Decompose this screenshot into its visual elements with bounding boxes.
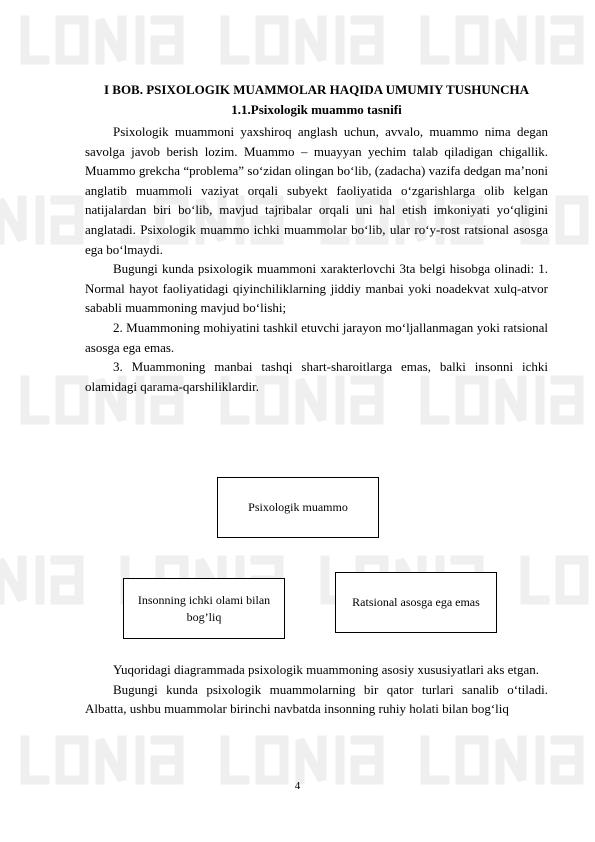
diagram-box-label: Psixologik muammo [248,500,348,514]
paragraph: Bugungi kunda psixologik muammolarning bir qator turlari sanalib o‘tiladi. Albatta, ushbu muammolar birinchi navbatda insonning ruhiy holati bilan bog‘liq [85,681,548,717]
diagram-box-label: Ratsional asosga ega emas [352,595,480,609]
paragraph: Psixologik muammoni yaxshiroq anglash uchun, avvalo, muammo nima degan savolga javob berish lozim. Muammo – muayyan yechim talab qiladigan chigallik. Muammo grekcha “problema” so‘zidan olingan bo‘lib, (zadacha) vazifa dedgan ma’noni anglatib muammoli vaziyat orqali subyekt faoliyatida o‘zgarishlarga olib kelgan natijalardan biri bo‘lib, mavjud tajribalar orqali uni hal etish imkoniyati yo‘qligini anglatadi. Psixologik muammo ichki muammolar bo‘lib, ular ro‘y-rost ratsional asosga ega bo‘lmaydi. [85,124,548,257]
paragraph: 2. Muammoning mohiyatini tashkil etuvchi jarayon mo‘ljallanmagan yoki ratsional asosga ega emas. [85,319,548,355]
diagram-box-ratsional [335,572,497,633]
body-text-bottom [85,660,548,719]
paragraph: Yuqoridagi diagrammada psixologik muammoning asosiy xususiyatlari aks etgan. [113,662,540,677]
paragraph: 3. Muammoning manbai tashqi shart-sharoitlarga emas, balki insonni ichki olamidagi qarama-qarshiliklardir. [85,359,548,394]
paragraph: Bugungi kunda psixologik muammoni xarakterlovchi 3ta belgi hisobga olinadi: 1. Normal hayot faoliyatidagi qiyinchiliklarning jiddiy manbai yoki noadekvat xulq-atvor sababli muammoning mavjud bo‘lishi; [85,261,548,316]
body-text-top [85,122,548,396]
section-title: 1.1.Psixologik muammo tasnifi [231,102,402,117]
page-number: 4 [294,780,301,792]
diagram-box-label: Insonning ichki olami bilan bog’liq [137,592,271,624]
diagram-box-ichki-olam [123,578,285,639]
chapter-title: I BOB. PSIXOLOGIK MUAMMOLAR HAQIDA UMUMIY TUSHUNCHA [103,82,530,97]
diagram-box-psixologik-muammo [217,477,379,538]
